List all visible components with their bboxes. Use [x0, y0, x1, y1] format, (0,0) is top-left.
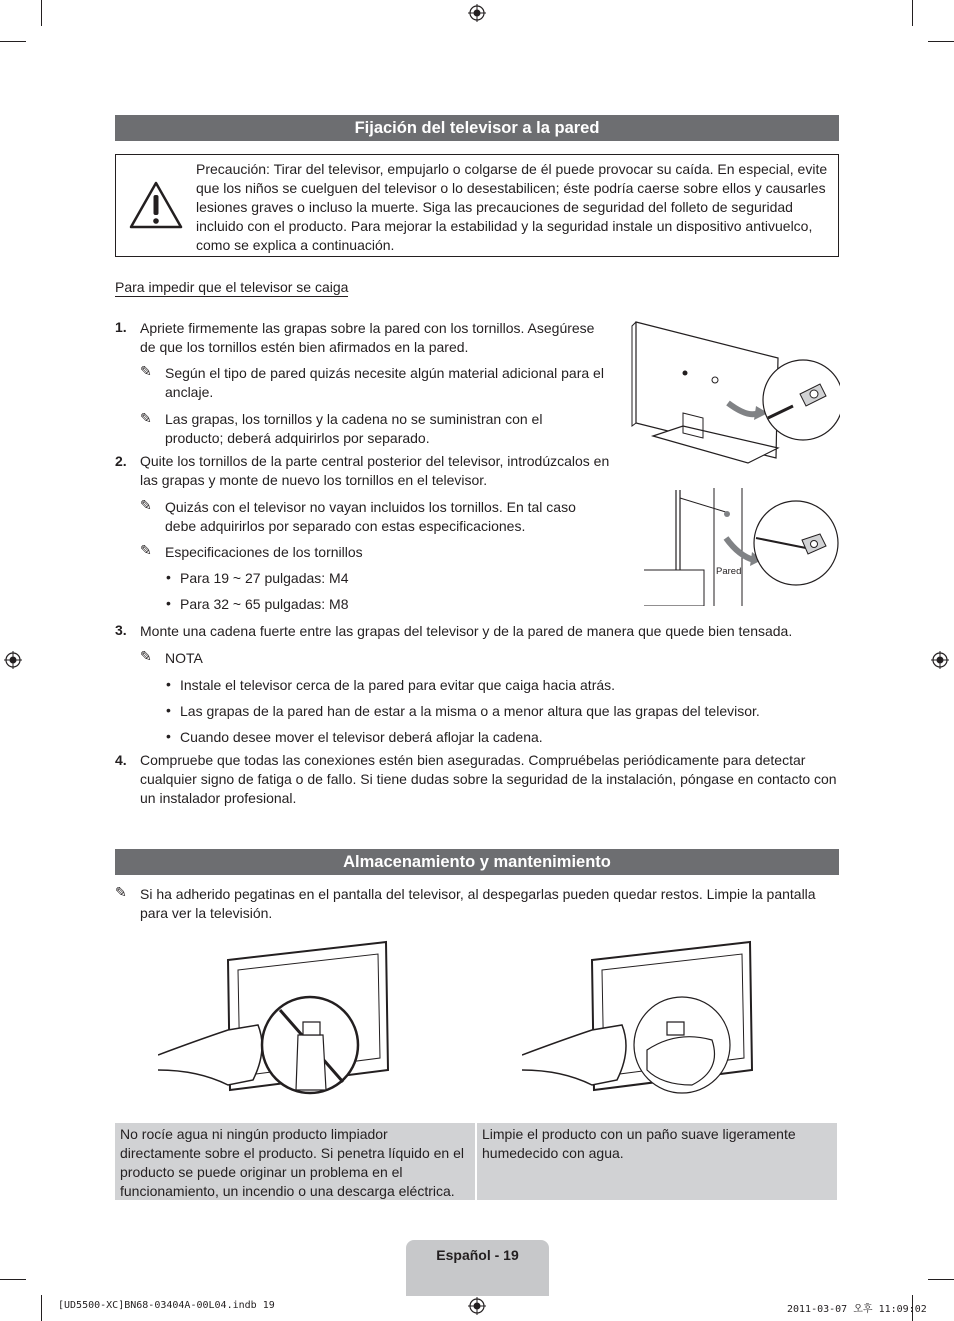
nota-item: Las grapas de la pared han de estar a la misma o a menor altura que las grapas del televisor.: [180, 703, 760, 719]
nota-item: Cuando desee mover el televisor deberá aflojar la cadena.: [180, 729, 543, 745]
crop-mark: [41, 1295, 42, 1321]
screw-spec-item: Para 32 ~ 65 pulgadas: M8: [180, 596, 349, 612]
note-pencil-icon: ✎: [115, 884, 127, 900]
tv-back-clamp-illustration: [628, 318, 840, 466]
bullet-icon: •: [166, 728, 171, 744]
nota-label: NOTA: [165, 650, 203, 666]
page-label: Español - 19: [436, 1247, 519, 1263]
note-pencil-icon: ✎: [140, 542, 152, 558]
note-pencil-icon: ✎: [140, 410, 152, 426]
crop-mark: [41, 0, 42, 26]
registration-mark-icon: [468, 4, 486, 22]
step-number: 2.: [115, 453, 127, 469]
bullet-icon: •: [166, 676, 171, 692]
note-pencil-icon: ✎: [140, 648, 152, 664]
crop-mark: [0, 41, 26, 42]
bullet-icon: •: [166, 569, 171, 585]
caution-label: Precaución: [196, 161, 267, 177]
caption-do-not-spray: No rocíe agua ni ningún producto limpiador directamente sobre el producto. Si penetra líquido en el producto se puede originar un problema en el funcionamiento, un incendio o una descarga eléctrica.: [115, 1123, 475, 1200]
storage-note: Si ha adherido pegatinas en el pantalla del televisor, al despegarlas pueden quedar restos. Limpie la pantalla para ver la televisión.: [140, 886, 816, 921]
registration-mark-icon: [931, 651, 949, 669]
bullet-icon: •: [166, 702, 171, 718]
registration-mark-icon: [4, 651, 22, 669]
section-title-storage: Almacenamiento y mantenimiento: [115, 849, 839, 875]
wall-chain-illustration: [644, 488, 840, 606]
screw-spec-item: Para 19 ~ 27 pulgadas: M4: [180, 570, 349, 586]
step-number: 4.: [115, 752, 127, 768]
print-timestamp: 2011-03-07 오후 11:09:02: [787, 1304, 927, 1315]
note-pencil-icon: ✎: [140, 497, 152, 513]
caution-text: [196, 160, 836, 255]
note-text: Según el tipo de pared quizás necesite algún material adicional para el anclaje.: [165, 365, 604, 400]
warning-triangle-icon: [128, 180, 184, 230]
note-pencil-icon: ✎: [140, 363, 152, 379]
step-number: 1.: [115, 319, 127, 335]
caution-box: [115, 154, 839, 257]
step-text: Monte una cadena fuerte entre las grapas del televisor y de la pared de manera que quede bien tensada.: [140, 623, 793, 639]
wipe-cloth-illustration: [522, 940, 757, 1102]
crop-mark: [0, 1279, 26, 1280]
registration-mark-icon: [468, 1297, 486, 1315]
nota-item: Instale el televisor cerca de la pared para evitar que caiga hacia atrás.: [180, 677, 616, 693]
step-text: Quite los tornillos de la parte central posterior del televisor, introdúzcalos en las grapas y monte de nuevo los tornillos en el televisor.: [140, 453, 610, 488]
note-text: Quizás con el televisor no vayan incluidos los tornillos. En tal caso debe adquirirlos por separado con estas especificaciones.: [165, 499, 576, 534]
crop-mark: [928, 1279, 954, 1280]
caption-wipe-cloth: Limpie el producto con un paño suave ligeramente humedecido con agua.: [477, 1123, 837, 1200]
caution-body: : Tirar del televisor, empujarlo o colgarse de él puede provocar su caída. En especial, evite que los niños se cuelguen del televisor o lo desestabilicen; éste podría caerse sobre ellos y causarles lesiones graves o incluso la muerte. Siga las precauciones de seguridad del folleto de seguridad incluido con el producto. Para mejorar la estabilidad y la seguridad instale un dispositivo antivuelco, como se explica a continuación.: [196, 161, 828, 253]
step-text: Compruebe que todas las conexiones estén bien aseguradas. Compruébelas periódicamente para detectar cualquier signo de fatiga o de fallo. Si tiene dudas sobre la seguridad de la instalación, póngase en contacto con un instalador profesional.: [140, 752, 837, 806]
wall-label: Pared: [716, 566, 742, 577]
bullet-icon: •: [166, 595, 171, 611]
page-number-tab: [406, 1240, 549, 1296]
step-number: 3.: [115, 622, 127, 638]
subheading-prevent-fall: Para impedir que el televisor se caiga: [115, 279, 349, 295]
note-text: Las grapas, los tornillos y la cadena no se suministran con el producto; deberá adquirirlos por separado.: [165, 411, 543, 446]
note-text: Especificaciones de los tornillos: [165, 544, 363, 560]
crop-mark: [912, 0, 913, 26]
step-text: Apriete firmemente las grapas sobre la pared con los tornillos. Asegúrese de que los tornillos estén bien afirmados en la pared.: [140, 320, 595, 355]
crop-mark: [928, 41, 954, 42]
no-spray-illustration: [158, 940, 393, 1102]
file-info: [UD5500-XC]BN68-03404A-00L04.indb 19: [58, 1300, 275, 1311]
section-title-wall-mount: Fijación del televisor a la pared: [115, 115, 839, 141]
